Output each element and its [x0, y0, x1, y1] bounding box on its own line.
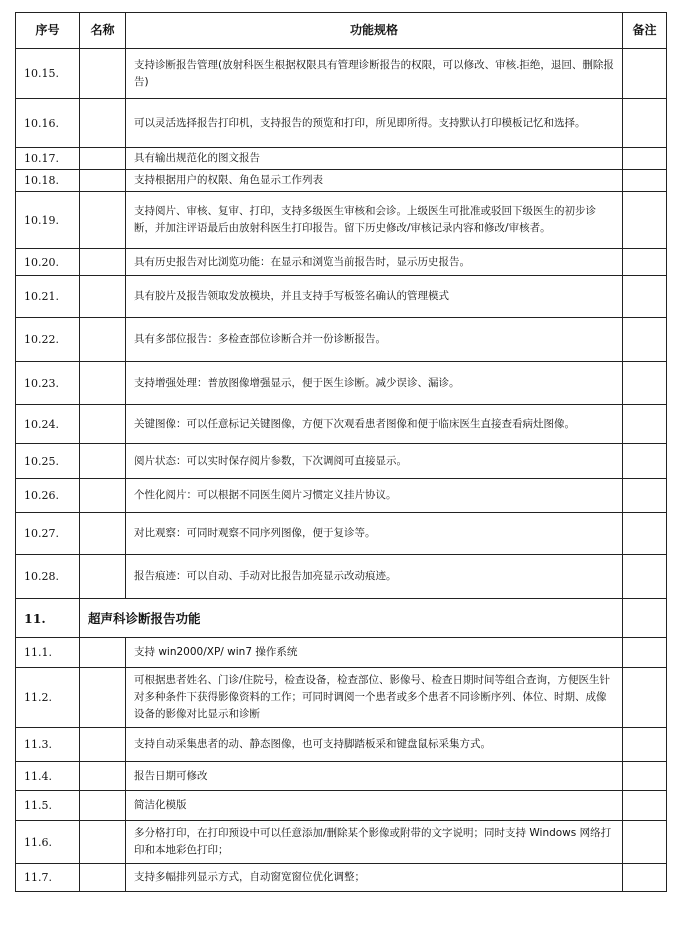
row-remark — [623, 49, 667, 99]
row-name — [80, 864, 126, 892]
row-spec: 个性化阅片：可以根据不同医生阅片习惯定义挂片协议。 — [126, 479, 623, 513]
row-remark — [623, 192, 667, 249]
row-seq: 10.18. — [16, 170, 80, 192]
row-remark — [623, 444, 667, 479]
table-row — [16, 513, 667, 555]
row-spec: 支持多幅排列显示方式，自动窗宽窗位优化调整； — [126, 864, 623, 892]
row-name — [80, 728, 126, 762]
row-name — [80, 405, 126, 444]
row-spec: 支持阅片、审核、复审、打印，支持多级医生审核和会诊。上级医生可批准或驳回下级医生的初步诊断，并加注评语最后由放射科医生打印报告。留下历史修改/审核记录内容和修改/审核者。 — [126, 192, 623, 249]
spec-table — [15, 12, 667, 892]
row-seq: 10.16. — [16, 99, 80, 148]
table-row — [16, 318, 667, 362]
row-seq: 10.28. — [16, 555, 80, 599]
row-spec: 多分格打印，在打印预设中可以任意添加/删除某个影像或附带的文字说明；同时支持 Windows 网络打印和本地彩色打印； — [126, 821, 623, 864]
row-remark — [623, 728, 667, 762]
row-spec: 阅片状态：可以实时保存阅片参数，下次调阅可直接显示。 — [126, 444, 623, 479]
table-row — [16, 668, 667, 728]
section-seq: 11. — [16, 599, 80, 638]
row-remark — [623, 513, 667, 555]
header-remark: 备注 — [623, 13, 667, 49]
table-row — [16, 479, 667, 513]
row-seq: 11.7. — [16, 864, 80, 892]
row-remark — [623, 479, 667, 513]
row-seq: 10.25. — [16, 444, 80, 479]
row-remark — [623, 362, 667, 405]
row-spec: 具有输出规范化的图文报告 — [126, 148, 623, 170]
row-remark — [623, 555, 667, 599]
row-remark — [623, 638, 667, 668]
row-spec: 可根据患者姓名、门诊/住院号，检查设备，检查部位、影像号、检查日期时间等组合查询，方便医生针对多种条件下获得影像资料的工作；可同时调阅一个患者或多个患者不同诊断序列、体位、时期、成像设备的影像对比显示和诊断 — [126, 668, 623, 728]
row-name — [80, 249, 126, 276]
spec-table-container — [15, 12, 667, 892]
table-row — [16, 170, 667, 192]
row-seq: 11.2. — [16, 668, 80, 728]
row-seq: 10.24. — [16, 405, 80, 444]
header-name: 名称 — [80, 13, 126, 49]
row-spec: 支持 win2000/XP/ win7 操作系统 — [126, 638, 623, 668]
row-spec: 支持根据用户的权限、角色显示工作列表 — [126, 170, 623, 192]
row-remark — [623, 148, 667, 170]
table-row — [16, 99, 667, 148]
row-name — [80, 99, 126, 148]
row-name — [80, 762, 126, 791]
row-remark — [623, 99, 667, 148]
table-row — [16, 555, 667, 599]
table-row — [16, 148, 667, 170]
row-seq: 10.19. — [16, 192, 80, 249]
table-row — [16, 864, 667, 892]
row-spec: 对比观察：可同时观察不同序列图像，便于复诊等。 — [126, 513, 623, 555]
table-row — [16, 276, 667, 318]
row-seq: 11.1. — [16, 638, 80, 668]
row-spec: 报告日期可修改 — [126, 762, 623, 791]
header-seq: 序号 — [16, 13, 80, 49]
table-row — [16, 762, 667, 791]
row-seq: 11.4. — [16, 762, 80, 791]
row-spec: 可以灵活选择报告打印机，支持报告的预览和打印，所见即所得。支持默认打印模板记忆和选择。 — [126, 99, 623, 148]
row-seq: 10.23. — [16, 362, 80, 405]
row-remark — [623, 821, 667, 864]
row-remark — [623, 276, 667, 318]
table-row — [16, 444, 667, 479]
row-remark — [623, 762, 667, 791]
row-name — [80, 276, 126, 318]
table-row — [16, 638, 667, 668]
row-name — [80, 479, 126, 513]
table-row — [16, 791, 667, 821]
table-row — [16, 249, 667, 276]
row-name — [80, 49, 126, 99]
row-spec: 关键图像：可以任意标记关键图像，方便下次观看患者图像和便于临床医生直接查看病灶图像。 — [126, 405, 623, 444]
table-row — [16, 192, 667, 249]
row-name — [80, 513, 126, 555]
header-spec: 功能规格 — [126, 13, 623, 49]
row-remark — [623, 864, 667, 892]
row-remark — [623, 170, 667, 192]
row-spec: 具有历史报告对比浏览功能：在显示和浏览当前报告时，显示历史报告。 — [126, 249, 623, 276]
row-remark — [623, 318, 667, 362]
section-title: 超声科诊断报告功能 — [80, 599, 623, 638]
row-name — [80, 555, 126, 599]
row-name — [80, 170, 126, 192]
row-remark — [623, 405, 667, 444]
row-name — [80, 444, 126, 479]
row-spec: 具有胶片及报告领取发放模块，并且支持手写板签名确认的管理模式 — [126, 276, 623, 318]
row-spec: 简洁化模版 — [126, 791, 623, 821]
row-name — [80, 362, 126, 405]
table-row — [16, 362, 667, 405]
row-seq: 11.6. — [16, 821, 80, 864]
row-seq: 10.26. — [16, 479, 80, 513]
row-name — [80, 638, 126, 668]
row-seq: 11.5. — [16, 791, 80, 821]
section-remark — [623, 599, 667, 638]
row-remark — [623, 668, 667, 728]
row-seq: 10.17. — [16, 148, 80, 170]
row-spec: 具有多部位报告：多检查部位诊断合并一份诊断报告。 — [126, 318, 623, 362]
row-remark — [623, 791, 667, 821]
table-row — [16, 728, 667, 762]
row-name — [80, 791, 126, 821]
row-seq: 10.15. — [16, 49, 80, 99]
row-seq: 10.21. — [16, 276, 80, 318]
row-seq: 10.22. — [16, 318, 80, 362]
section-row — [16, 599, 667, 638]
row-name — [80, 318, 126, 362]
table-row — [16, 821, 667, 864]
row-spec: 支持诊断报告管理(放射科医生根据权限具有管理诊断报告的权限，可以修改、审核.拒绝，退回、删除报告) — [126, 49, 623, 99]
row-seq: 10.27. — [16, 513, 80, 555]
row-name — [80, 668, 126, 728]
row-spec: 报告痕迹：可以自动、手动对比报告加亮显示改动痕迹。 — [126, 555, 623, 599]
table-row — [16, 405, 667, 444]
row-name — [80, 148, 126, 170]
row-spec: 支持自动采集患者的动、静态图像，也可支持脚踏板采和键盘鼠标采集方式。 — [126, 728, 623, 762]
row-name — [80, 192, 126, 249]
row-name — [80, 821, 126, 864]
row-seq: 11.3. — [16, 728, 80, 762]
row-seq: 10.20. — [16, 249, 80, 276]
table-row — [16, 49, 667, 99]
header-row — [16, 13, 667, 49]
row-remark — [623, 249, 667, 276]
row-spec: 支持增强处理：普放图像增强显示，便于医生诊断。减少误诊、漏诊。 — [126, 362, 623, 405]
